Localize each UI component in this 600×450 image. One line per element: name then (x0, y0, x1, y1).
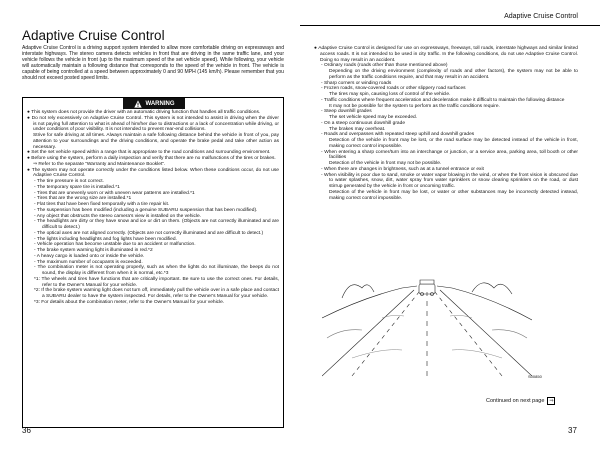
list-item: - Flat tires that have been fixed temporarily with a tire repair kit. (34, 202, 170, 207)
list-item: The tires may spin, causing loss of control of the vehicle. (329, 92, 451, 97)
section-title: Adaptive Cruise Control (22, 28, 165, 43)
list-item: - The temporary spare tire is installed.*1 (34, 184, 120, 190)
warning-badge (123, 98, 185, 109)
list-item: - The suspension has been modified (including a genuine SUBARU suspension that has been modified). (34, 207, 258, 213)
list-item: - Tires that are unevenly worn or with uneven wear patterns are installed.*1 (34, 190, 195, 196)
list-item: Strive for safe driving at all times. Always maintain a safe following distance behind the vehicle in front of you, pay attention to your surroundings and the driving conditions, and operate the brake pedal and take other action as necessary. (33, 133, 279, 150)
continued-note (486, 397, 555, 405)
list-item: ● The system may not operate correctly under the conditions listed below. When these conditions occur, do not use Adaptive Cruise Control. (27, 167, 279, 179)
right-column-list (314, 46, 578, 201)
list-item: Detection of the vehicle in front may be lost, or the road surface may be detected instead of the vehicle in front, making correct control impossible. (329, 138, 578, 149)
running-header: Adaptive Cruise Control (504, 13, 578, 20)
list-item: - Roads and overpasses with repeated steep uphill and downhill grades (321, 132, 475, 138)
list-item: - The optical axes are not aligned correctly. (Objects are not correctly illuminated and are difficult to detect.) (34, 230, 264, 236)
road-scene-illustration (322, 258, 532, 378)
list-item: Depending on the driving environment (complexity of roads and other factors), the system may not be able to perform as the traffic conditions require, and that may result in an accident. (329, 69, 578, 80)
list-item: - The combination meter is not operating properly, such as when the lights do not illuminate, the beeps do not sound, the display is different from when it is normal, etc.*3 (34, 265, 279, 276)
list-item: Detection of the vehicle in front may not be possible. (329, 161, 442, 166)
list-item: - On a steep continuous downhill grade (321, 120, 406, 126)
list-item: - The headlights are dirty or they have snow and ice or dirt on them. (Objects are not correctly illuminated and are difficult to detect.) (34, 219, 279, 230)
list-item: - Ordinary roads (roads other than those mentioned above) (321, 63, 448, 69)
figure-id: S00850 (528, 374, 542, 379)
arrow-right-icon: ⇒ (549, 398, 554, 404)
list-item: It may not be possible for the system to perform as the traffic conditions require. (329, 103, 500, 109)
warning-list (27, 110, 279, 306)
list-item: ⇒ Refer to the separate “Warranty and Maintenance Booklet”. (33, 161, 166, 167)
list-item: ● Before using the system, perform a daily inspection and verify that there are no malfunctions of the tires or brakes. (27, 156, 276, 161)
page-number-right: 37 (568, 426, 577, 435)
warning-label: WARNING (145, 100, 175, 107)
list-item: - Vehicle operation has become unstable due to an accident or malfunction. (34, 242, 196, 248)
list-item: - Traffic conditions where frequent acceleration and deceleration make it difficult to maintain the following distance (321, 97, 565, 103)
list-item: ● This system does not provide the driver with an automatic driving function that handles all traffic conditions. (27, 110, 261, 115)
list-item: - The maximum number of occupants is exceeded. (34, 259, 143, 265)
list-item: ● Do not rely excessively on Adaptive Cruise Control. This system is not intended to assist in driving when the driver is not paying full attention to what is ahead of him/her due to distractions or a lack of concentration while driving, or under conditions of poor visibility. It is not intended to prevent rear-end collisions. (27, 115, 279, 133)
page-number-left: 36 (22, 426, 31, 435)
list-item: - When there are changes in brightness, such as at a tunnel entrance or exit (321, 166, 484, 172)
list-item: - When entering a sharp corner/turn into an interchange or junction, or a service area, parking area, toll booth or other facilities (321, 149, 578, 161)
list-item: - The tire pressure is not correct. (34, 179, 104, 184)
list-item: - Frozen roads, snow-covered roads or other slippery road surfaces (321, 86, 466, 92)
list-item: - Tires that are the wrong size are installed.*1 (34, 196, 132, 202)
list-item: Detection of the vehicle in front may be lost, or water or other substances may be incorrectly detected instead, making correct control impossible. (329, 189, 578, 201)
warning-box (22, 97, 284, 428)
list-item: - Any object that obstructs the stereo camera's view is installed on the vehicle. (34, 213, 202, 219)
list-item: - The brake system warning light is illuminated in red.*2 (34, 248, 153, 253)
list-item: The set vehicle speed may be exceeded. (329, 115, 418, 120)
warning-triangle-icon (134, 100, 142, 108)
list-item: *2: If the brake system warning light does not turn off, immediately pull the vehicle over in a safe place and contact a SUBARU dealer to have the system inspected. For details, refer to the Owner's Manual for your vehicle. (34, 288, 279, 299)
list-item: ● Set the set vehicle speed within a range that is appropriate to the road conditions and surrounding environment. (27, 150, 271, 156)
list-item: - The lights including headlights and fog lights have been modified. (34, 236, 177, 242)
list-item: - A heavy cargo is loaded onto or inside the vehicle. (34, 253, 145, 259)
list-item: ● Adaptive Cruise Control is designed for use on expressways, freeways, toll roads, interstate highways and similar limited access roads. It is not intended to be used in city traffic. In the following conditions, do not use Adaptive Cruise Control. Doing so may result in an accident. (314, 46, 578, 63)
list-item: - Sharp corners or winding roads (321, 80, 392, 86)
list-item: *3: For details about the combination meter, refer to the Owner's Manual for your vehicle. (34, 299, 225, 305)
list-item: - When visibility is poor due to sand, smoke or water vapor blowing in the wind, or when the front vision is obscured due to water splashes, snow, dirt, water spray from water sprinklers or snow clearing sprinklers on the road, or dust stirrup generated by the vehicle in front or oncoming traffic. (321, 172, 578, 189)
list-item: The brakes may overheat. (329, 126, 386, 132)
header-rule (300, 25, 600, 26)
list-item: - Steep downhill grades (321, 109, 372, 115)
continued-text: Continued on next page (486, 398, 545, 404)
intro-paragraph: Adaptive Cruise Control is a driving support system intended to allow more comfortable driving on expressways and interstate highways. The stereo camera detects vehicles in front that are driving in the same traffic lane, and your vehicle follows the vehicle in front (up to the maximum speed of the set vehicle speed). While following, your vehicle will automatically maintain a following distance that corresponds to the speed of the vehicle in front. The vehicle is capable of being controlled at a speed between approximately 0 and 90 MPH (145 km/h). Please remember that you should not exceed posted speed limits. (22, 45, 284, 81)
list-item: *1: The wheels and tires have functions that are critically important. Be sure to use the correct ones. For details, refer to the Owner's Manual for your vehicle. (34, 276, 279, 288)
